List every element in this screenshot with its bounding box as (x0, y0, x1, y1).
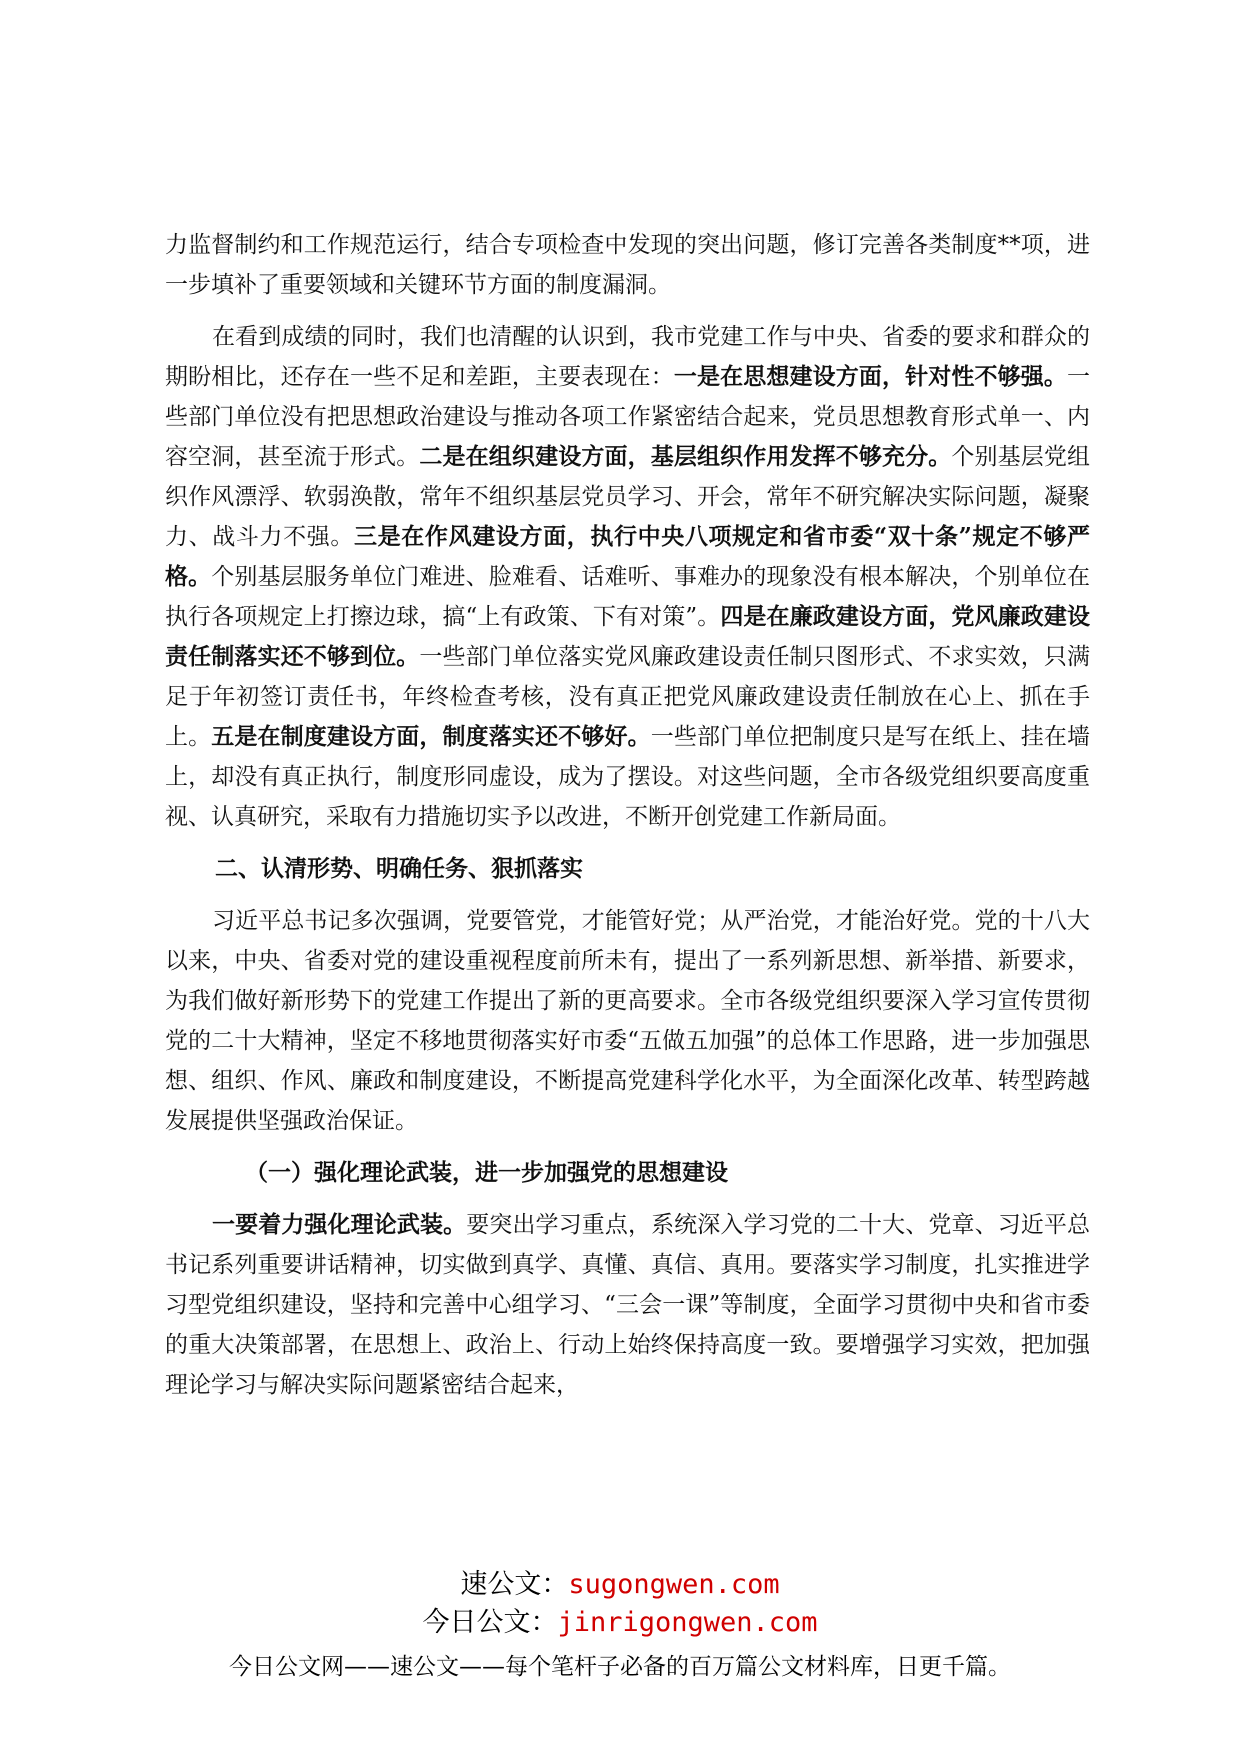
point-five-bold: 五是在制度建设方面，制度落实还不够好。 (211, 723, 651, 750)
point-two-bold: 二是在组织建设方面，基层组织作用发挥不够充分。 (419, 443, 952, 470)
section-heading-2: 二、认清形势、明确任务、狠抓落实 (215, 855, 583, 882)
document-body (165, 225, 1090, 1417)
paragraph-shortcomings: 在看到成绩的同时，我们也清醒的认识到，我市党建工作与中央、省委的要求和群众的期盼相比，还存在一些不足和差距，主要表现在：一是在思想建设方面，针对性不够强。一些部门单位没有把思想政治建设与推动各项工作紧密结合起来，党员思想教育形式单一、内容空洞，甚至流于形式。二是在组织建设方面，基层组织作用发挥不够充分。个别基层党组织作风漂浮、软弱涣散，常年不组织基层党员学习、开会，常年不研究解决实际问题，凝聚力、战斗力不强。三是在作风建设方面，执行中央八项规定和省市委“双十条”规定不够严格。个别基层服务单位门难进、脸难看、话难听、事难办的现象没有根本解决，个别单位在执行各项规定上打擦边球，搞“上有政策、下有对策”。四是在廉政建设方面，党风廉政建设责任制落实还不够到位。一些部门单位落实党风廉政建设责任制只图形式、不求实效，只满足于年初签订责任书，年终检查考核，没有真正把党风廉政建设责任制放在心上、抓在手上。五是在制度建设方面，制度落实还不够好。一些部门单位把制度只是写在纸上、挂在墙上，却没有真正执行，制度形同虚设，成为了摆设。对这些问题，全市各级党组织要高度重视、认真研究，采取有力措施切实予以改进，不断开创党建工作新局面。 (165, 324, 1091, 830)
watermark-footer (0, 1566, 1240, 1684)
point-three-bold: 三是在作风建设方面，执行中央八项规定和省市委“双十条”规定不够严格。 (165, 523, 1091, 590)
point-one-bold: 一是在思想建设方面，针对性不够强。 (673, 363, 1068, 390)
paragraph-theory: 一要着力强化理论武装。要突出学习重点，系统深入学习党的二十大、党章、习近平总书记系列重要讲话精神，切实做到真学、真懂、真信、真用。要落实学习制度，扎实推进学习型党组织建设，坚持和完善中心组学习、“三会一课”等制度，全面学习贯彻中央和省市委的重大决策部署，在思想上、政治上、行动上始终保持高度一致。要增强学习实效，把加强理论学习与解决实际问题紧密结合起来， (165, 1211, 1091, 1398)
sugongwen-link[interactable]: sugongwen.com (568, 1569, 780, 1600)
footer-line-jinrigongwen (0, 1604, 1240, 1642)
paragraph-situation: 习近平总书记多次强调，党要管党，才能管好党；从严治党，才能治好党。党的十八大以来，中央、省委对党的建设重视程度前所未有，提出了一系列新思想、新举措、新要求，为我们做好新形势下的党建工作提出了新的更高要求。全市各级党组织要深入学习宣传贯彻党的二十大精神，坚定不移地贯彻落实好市委“五做五加强”的总体工作思路，进一步加强思想、组织、作风、廉政和制度建设，不断提高党建科学化水平，为全面深化改革、转型跨越发展提供坚强政治保证。 (165, 908, 1090, 1134)
point-four-bold: 四是在廉政建设方面，党风廉政建设责任制落实还不够到位。 (165, 603, 1090, 670)
jinrigongwen-link[interactable]: jinrigongwen.com (557, 1607, 818, 1638)
point-theory-bold: 一要着力强化理论武装。 (212, 1211, 467, 1238)
footer-label-2: 今日公文： (422, 1607, 558, 1638)
footer-label-1: 速公文： (460, 1569, 569, 1600)
subsection-heading-1: （一）强化理论武装，进一步加强党的思想建设 (245, 1159, 728, 1186)
paragraph-continued: 力监督制约和工作规范运行，结合专项检查中发现的突出问题，修订完善各类制度**项，进一步填补了重要领域和关键环节方面的制度漏洞。 (165, 232, 1090, 298)
footer-slogan: 今日公文网——速公文——每个笔杆子必备的百万篇公文材料库，日更千篇。 (229, 1654, 1011, 1680)
footer-line-sugongwen (0, 1566, 1240, 1604)
